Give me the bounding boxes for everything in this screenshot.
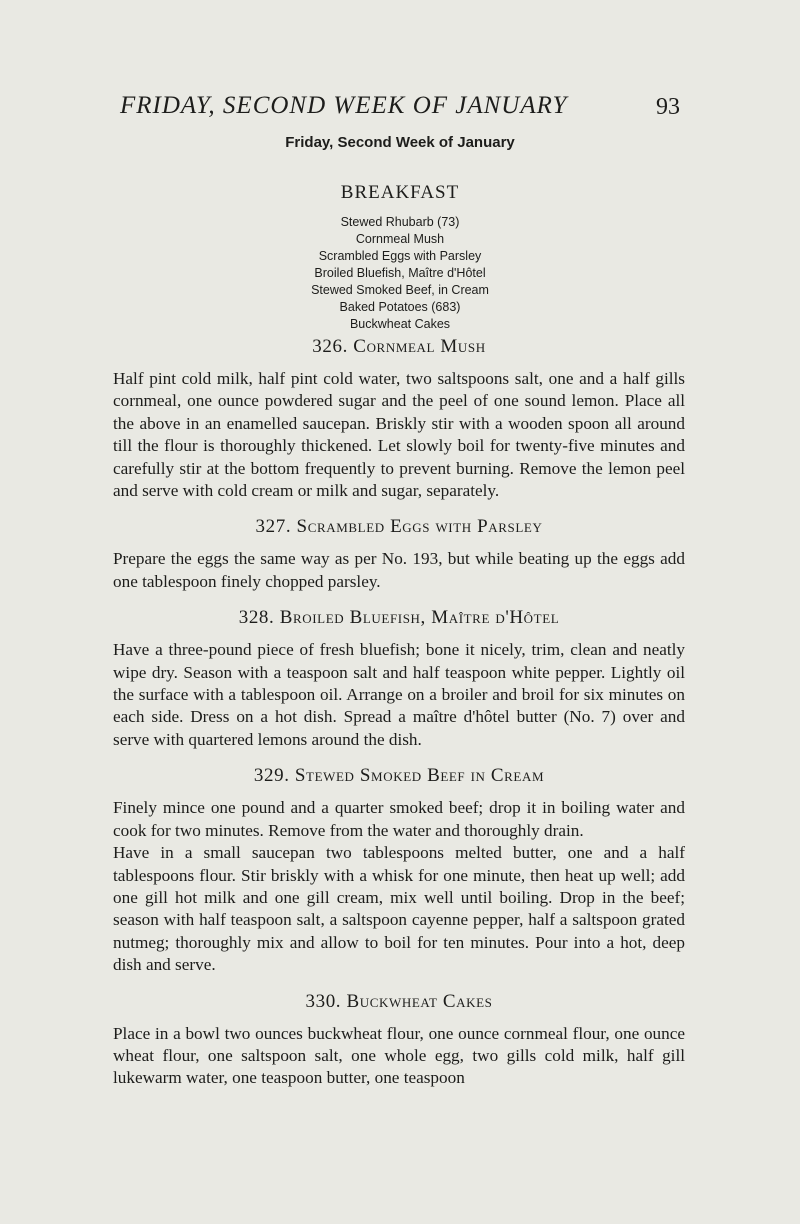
menu-item: Baked Potatoes (683) <box>339 300 461 314</box>
recipe-paragraph: Finely mince one pound and a quarter smoked beef; drop it in boiling water and cook for two minutes. Remove from the water and thoroughly drain. <box>113 798 685 840</box>
menu-item: Scrambled Eggs with Parsley <box>318 249 482 263</box>
running-head <box>120 92 680 128</box>
menu-item: Buckwheat Cakes <box>349 317 451 331</box>
recipe-paragraph: Have a three-pound piece of fresh bluefish; bone it nicely, trim, clean and neatly wipe dry. Season with a teaspoon salt and half teaspoon white pepper. Lightly oil the surface with a tablespoon oil. Arrange on a broiler and broil for six minutes on each side. Dress on a hot dish. Spread a maître d'hôtel butter (No. 7) over and serve with quartered lemons around the dish. <box>113 640 685 749</box>
recipe-paragraph: Prepare the eggs the same way as per No. 193, but while beating up the eggs add one tablespoon finely chopped parsley. <box>113 549 685 591</box>
recipe-title: 330. Buckwheat Cakes <box>305 990 493 1012</box>
recipe-329 <box>113 764 685 976</box>
menu-item: Broiled Bluefish, Maître d'Hôtel <box>314 266 486 280</box>
recipe-327 <box>113 515 685 593</box>
recipe-paragraph: Place in a bowl two ounces buckwheat flour, one ounce cornmeal flour, one ounce wheat flour, one saltspoon salt, one whole egg, two gills cold milk, half gill lukewarm water, one teaspoon butter, one teaspoon <box>113 1023 685 1088</box>
breakfast-heading: BREAKFAST <box>340 182 460 203</box>
menu-item: Stewed Rhubarb (73) <box>340 215 460 229</box>
recipe-title: 328. Broiled Bluefish, Maître d'Hôtel <box>238 607 560 629</box>
menu-item: Cornmeal Mush <box>355 232 445 246</box>
recipe-title: 327. Scrambled Eggs with Parsley <box>255 516 543 538</box>
page-number: 93 <box>656 94 680 120</box>
recipes <box>113 335 685 1103</box>
recipe-328 <box>113 606 685 751</box>
recipe-title: 329. Stewed Smoked Beef in Cream <box>253 765 545 787</box>
menu-item: Stewed Smoked Beef, in Cream <box>311 283 489 297</box>
breakfast-menu <box>0 214 800 333</box>
recipe-title: 326. Cornmeal Mush <box>312 336 486 357</box>
recipe-330 <box>113 990 685 1090</box>
day-heading: Friday, Second Week of January <box>285 134 515 151</box>
recipe-paragraph: Have in a small saucepan two tablespoons melted butter, one and a half tablespoons flour. Stir briskly with a whisk for one minute, then heat up well; add one gill hot milk and one gill cream, mix well until boiling. Drop in the beef; season with half teaspoon salt, a saltspoon cayenne pepper, half a saltspoon grated nutmeg; thoroughly mix and allow to boil for ten minutes. Pour into a hot, deep dish and serve. <box>113 843 685 975</box>
recipe-paragraph: Half pint cold milk, half pint cold water, two saltspoons salt, one and a half gills cornmeal, one ounce powdered sugar and the peel of one sound lemon. Place all the above in an enamelled saucepan. Briskly stir with a wooden spoon all around till the flour is thoroughly thickened. Let slowly boil for twenty-five minutes and carefully stir at the bottom frequently to prevent burning. Remove the lemon peel and serve with cold cream or milk and sugar, separately. <box>113 369 685 501</box>
recipe-326 <box>113 335 685 502</box>
running-title: FRIDAY, SECOND WEEK OF JANUARY <box>120 92 568 119</box>
